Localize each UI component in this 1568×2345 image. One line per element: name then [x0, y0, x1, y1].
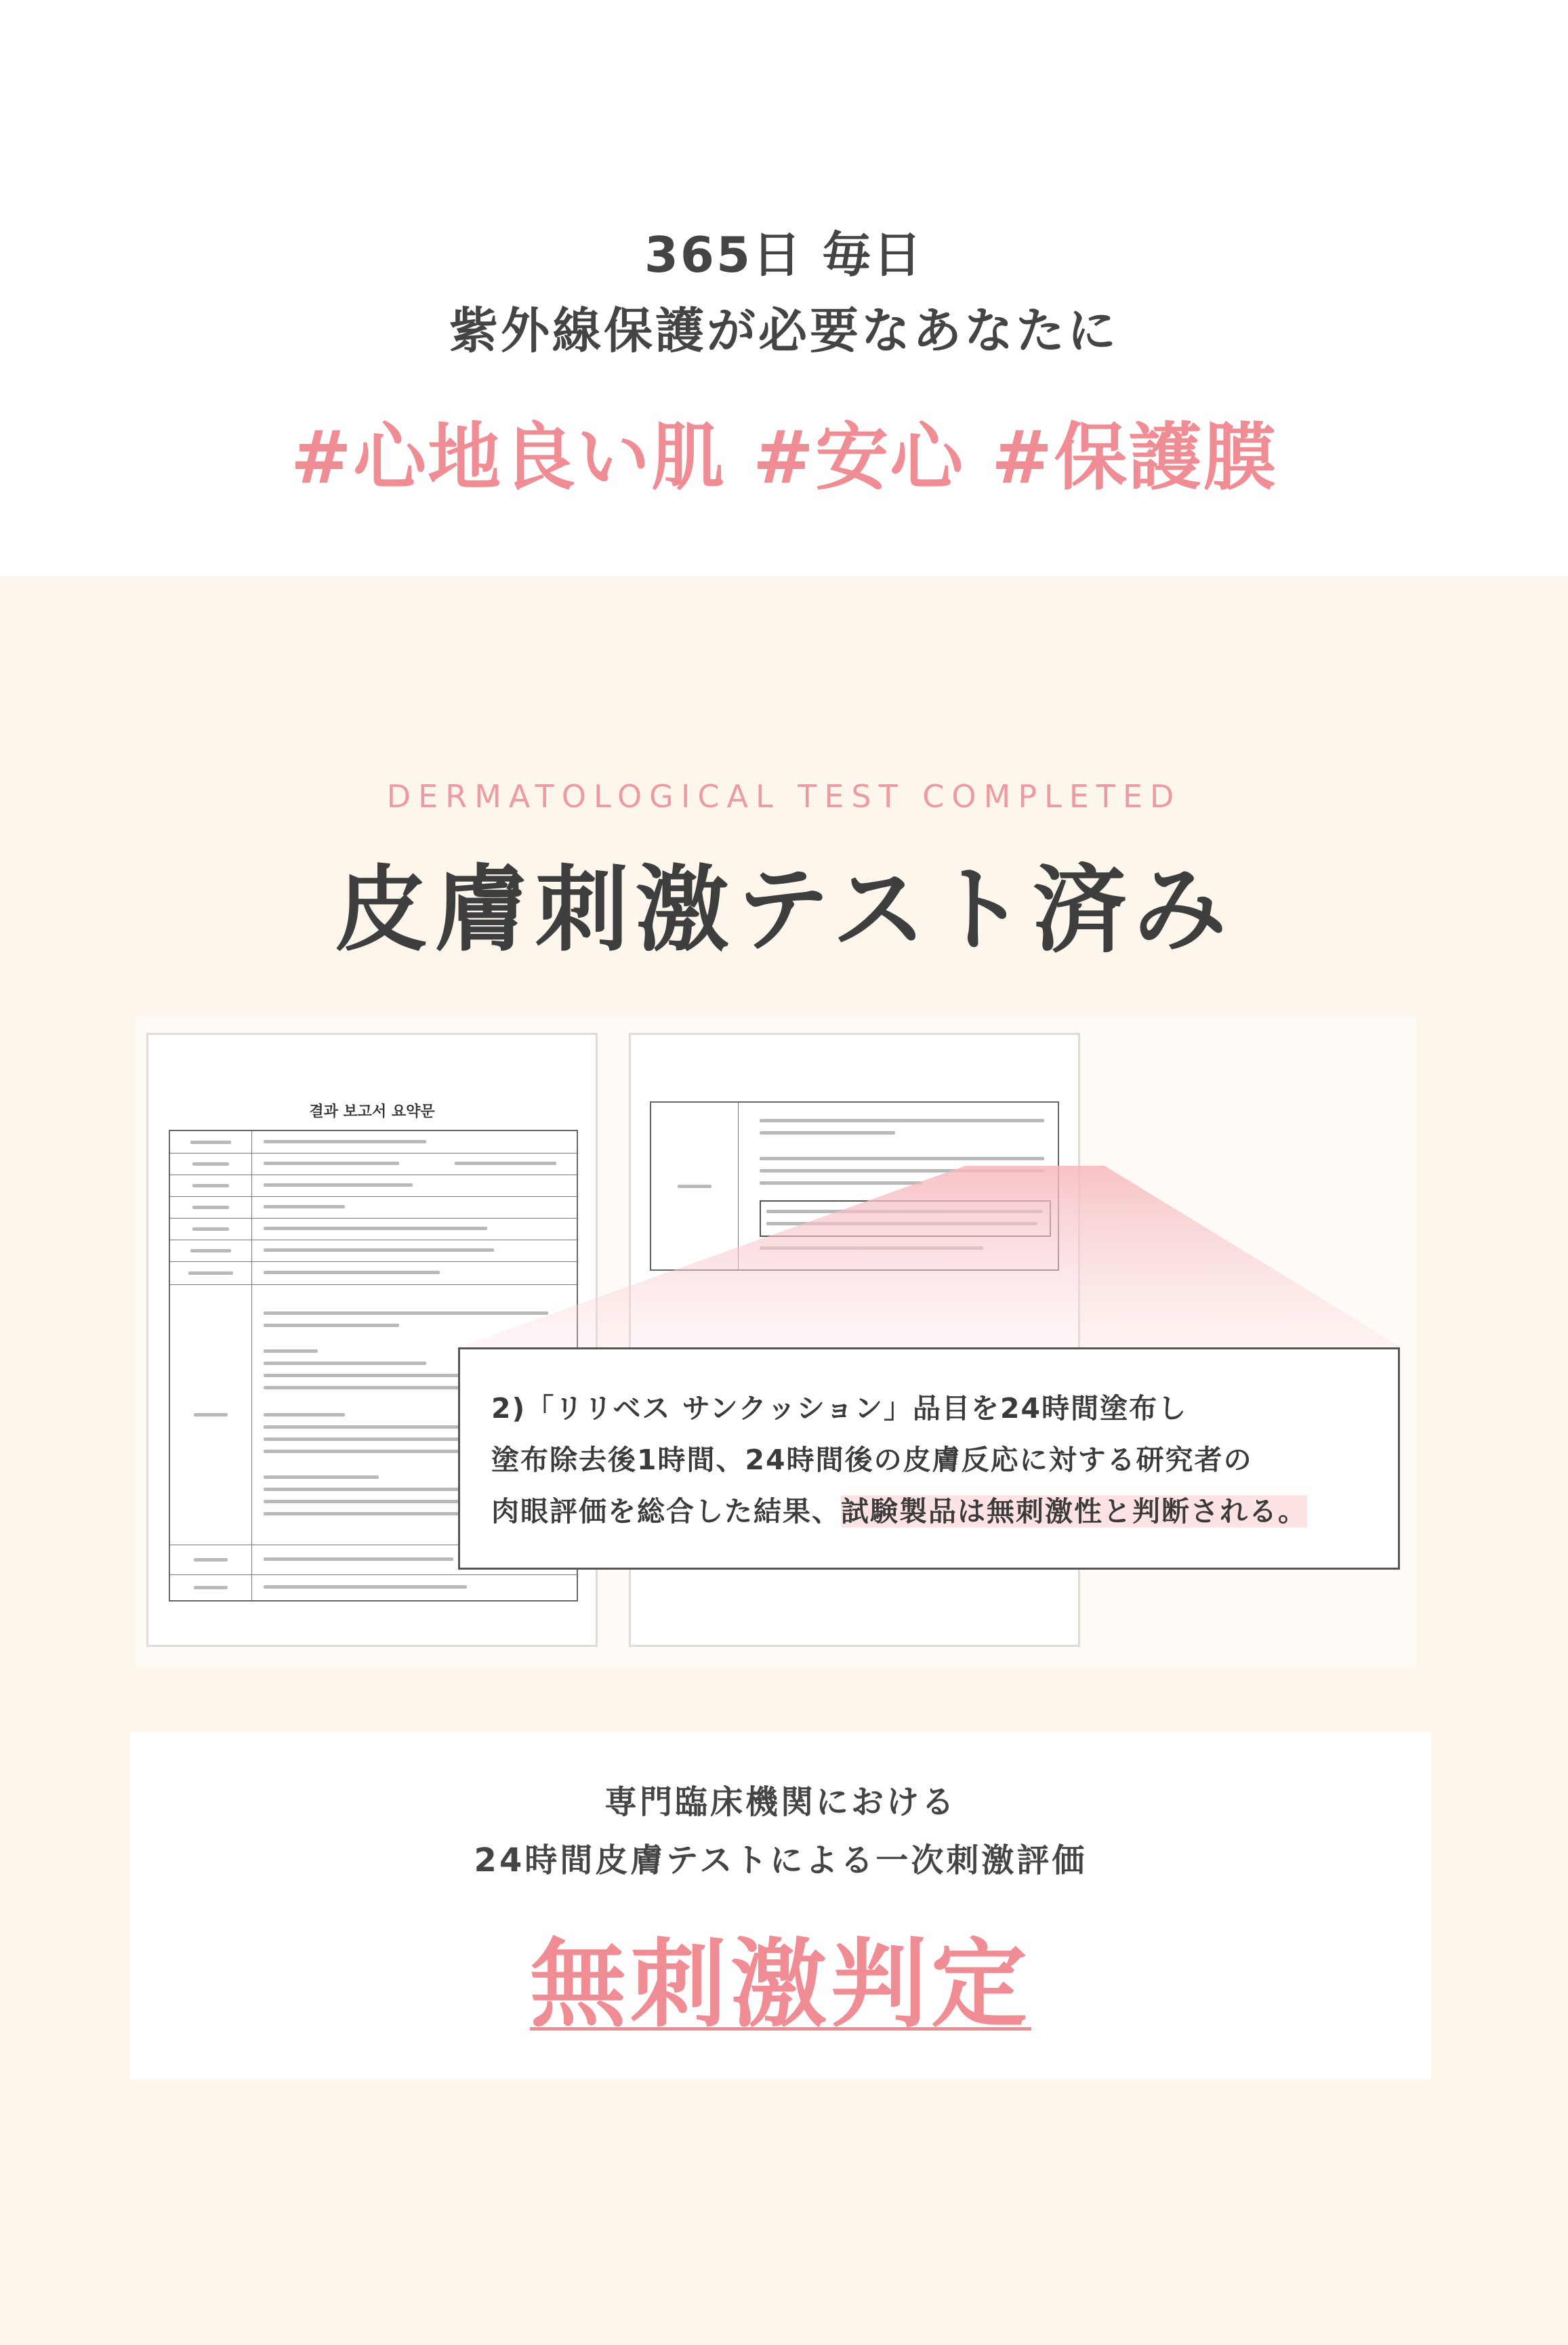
table-row-label: [170, 1196, 252, 1218]
english-label: DERMATOLOGICAL TEST COMPLETED: [386, 778, 1182, 815]
summary-line-1: 専門臨床機関における: [604, 1783, 957, 1821]
highlighted-result-box: [760, 1200, 1051, 1237]
callout-line-3-prefix: 肉眼評価を総合した結果、: [491, 1495, 841, 1528]
report-result-table: [650, 1101, 1059, 1271]
intro-line-1: 365日 毎日: [644, 226, 924, 283]
intro-line-2: 紫外線保護が必要なあなたに: [449, 302, 1119, 359]
callout-line-1: 2)「リリベス サンクッション」品目を24時間塗布し: [491, 1392, 1188, 1425]
section-heading: 皮膚刺激テスト済み: [334, 855, 1234, 964]
verdict: [130, 1907, 1431, 2045]
table-row-label: [170, 1240, 252, 1261]
table-row-label: [170, 1574, 252, 1600]
table-row-label: [170, 1218, 252, 1240]
verdict-text: 無刺激判定: [530, 1929, 1031, 2041]
callout-highlight: 試験製品は無刺激性と判断される。: [841, 1495, 1307, 1528]
summary-line-2: 24時間皮膚テストによる一次刺激評価: [474, 1841, 1088, 1879]
top-section: [0, 0, 1568, 576]
hashtags: #心地良い肌 #安心 #保護膜: [290, 415, 1278, 500]
summary-box: [130, 1732, 1431, 2079]
table-row-label: [651, 1103, 739, 1269]
table-row-label: [170, 1261, 252, 1284]
table-row-label: [170, 1175, 252, 1196]
table-row-label: [170, 1545, 252, 1574]
table-row-label: [170, 1131, 252, 1153]
result-callout: [458, 1347, 1400, 1570]
table-row-label: [170, 1153, 252, 1175]
callout-line-2: 塗布除去後1時間、24時間後の皮膚反応に対する研究者の: [491, 1444, 1253, 1476]
report-title: 결과 보고서 요약문: [309, 1103, 435, 1120]
table-row-label: [170, 1284, 252, 1545]
callout-line-3: [491, 1489, 1307, 1529]
